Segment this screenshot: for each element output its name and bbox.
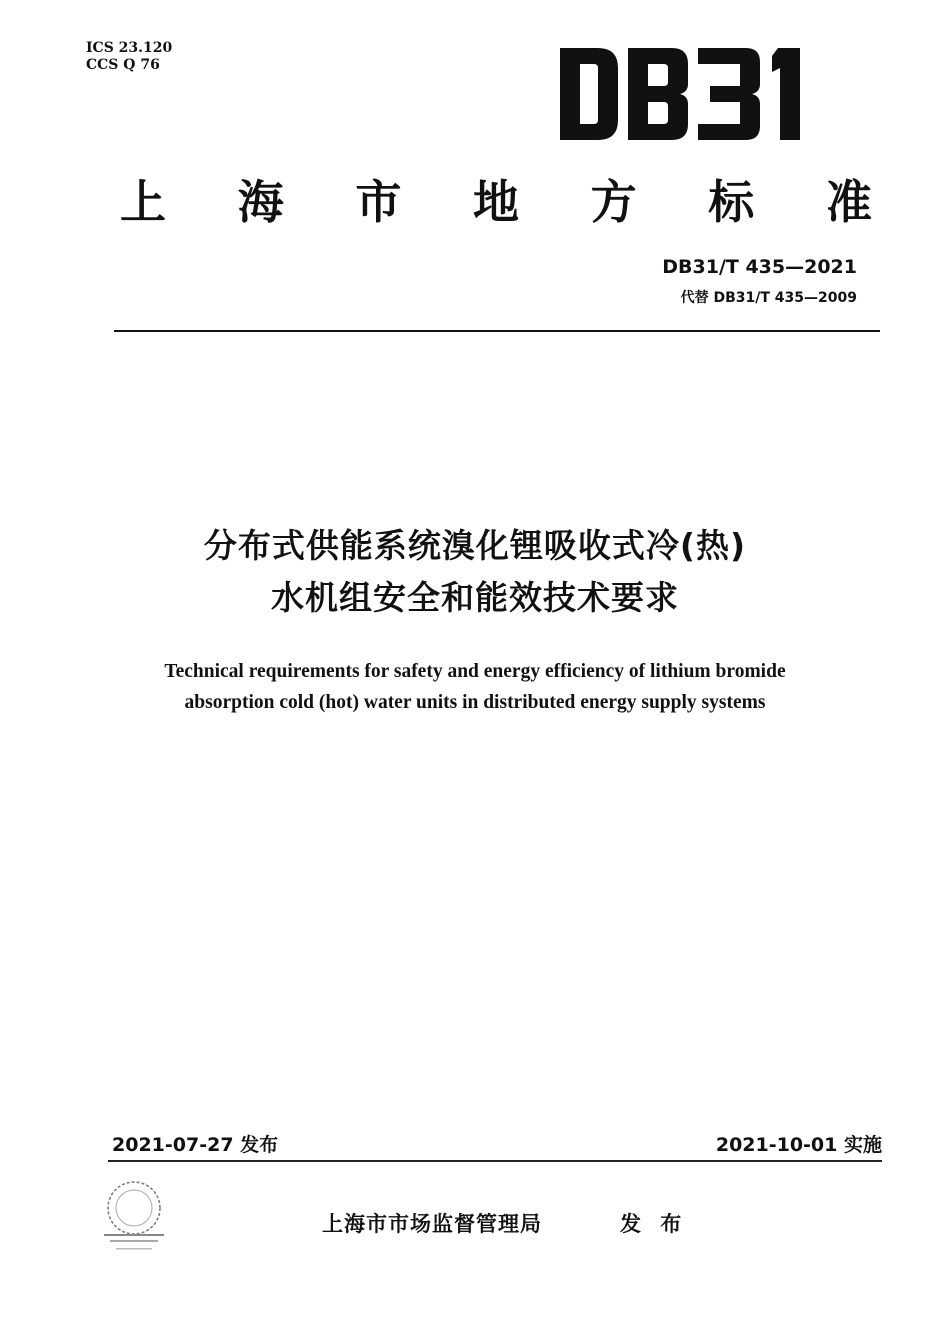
title-zh-line: 水机组安全和能效技术要求 (271, 578, 679, 617)
title-zh-line: 分布式供能系统溴化锂吸收式冷(热) (203, 526, 747, 565)
standard-title-char: 方 (590, 175, 637, 229)
standard-title-char: 上 (120, 175, 166, 229)
title-en-line: Technical requirements for safety and energy efficiency of lithium bromide (164, 661, 786, 682)
standard-title-char: 准 (825, 175, 872, 229)
logo-letter-d (560, 48, 618, 140)
replaces-standard: 代替 DB31/T 435—2009 (680, 290, 857, 306)
header-divider (114, 330, 880, 332)
classification-codes (86, 40, 172, 74)
ccs-code: CCS Q 76 (86, 57, 160, 73)
implementation-date: 2021-10-01 实施 (715, 1134, 882, 1156)
standard-title-char: 地 (472, 175, 519, 229)
standard-title-char: 市 (355, 175, 402, 229)
logo-letter-b (628, 48, 688, 140)
standard-title-char: 海 (237, 175, 284, 229)
db31-logo (560, 48, 822, 140)
watermark-stamp-icon (96, 1178, 172, 1254)
logo-digit-3 (698, 48, 760, 140)
logo-digit-1 (772, 48, 800, 140)
standard-number: DB31/T 435—2021 (662, 256, 857, 278)
document-title-english (60, 656, 890, 718)
issue-date: 2021-07-27 发布 (112, 1134, 279, 1156)
standard-title-char: 标 (708, 175, 755, 229)
title-en-line: absorption cold (hot) water units in distributed energy supply systems (184, 692, 766, 713)
footer-divider (108, 1160, 882, 1162)
standard-category-title (120, 172, 872, 232)
publisher-name: 上海市市场监督管理局 (322, 1212, 542, 1236)
document-title-chinese (60, 520, 890, 624)
publish-label: 发 布 (620, 1212, 688, 1236)
ics-code: ICS 23.120 (86, 40, 173, 56)
